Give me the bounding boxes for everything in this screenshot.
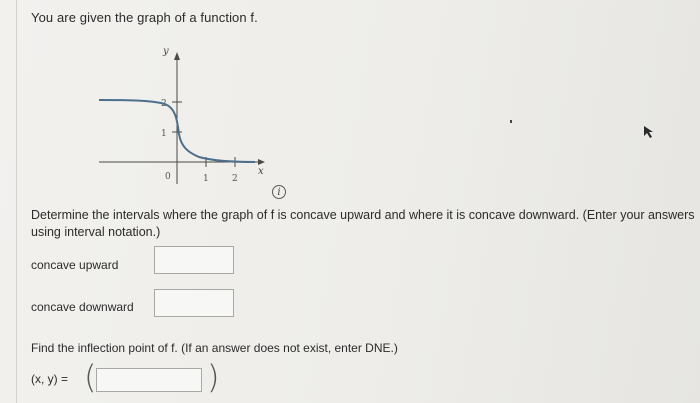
x-tick-label-1: 1: [203, 174, 209, 184]
concave-upward-input[interactable]: [154, 246, 234, 274]
point-label: (x, y) =: [31, 372, 69, 386]
origin-label: 0: [165, 172, 171, 182]
y-axis-arrow: [174, 52, 180, 60]
inflection-prompt: Find the inflection point of f. (If an answer does not exist, enter DNE.): [31, 341, 398, 355]
concave-upward-label: concave upward: [31, 258, 119, 272]
y-axis-label: y: [163, 46, 169, 57]
function-graph: [95, 38, 270, 188]
instructions-text: Determine the intervals where the graph of f is concave upward and where it is concave downward. (Enter your answers using interval notation.): [31, 208, 695, 239]
info-icon[interactable]: i: [272, 185, 286, 199]
concave-downward-label: concave downward: [31, 300, 134, 314]
y-tick-label-2: 2: [161, 99, 167, 109]
mouse-pointer-icon: [644, 126, 654, 138]
question-text: You are given the graph of a function f.: [31, 10, 258, 25]
left-border: [16, 0, 17, 403]
close-paren: ): [207, 358, 220, 396]
x-tick-label-2: 2: [232, 174, 238, 184]
screen-speck: [510, 120, 512, 123]
open-paren: (: [84, 358, 97, 396]
x-axis-arrow: [258, 159, 265, 165]
inflection-point-input[interactable]: [96, 368, 202, 392]
x-axis-label: x: [258, 166, 264, 177]
concave-downward-input[interactable]: [154, 289, 234, 317]
y-tick-label-1: 1: [161, 129, 167, 139]
